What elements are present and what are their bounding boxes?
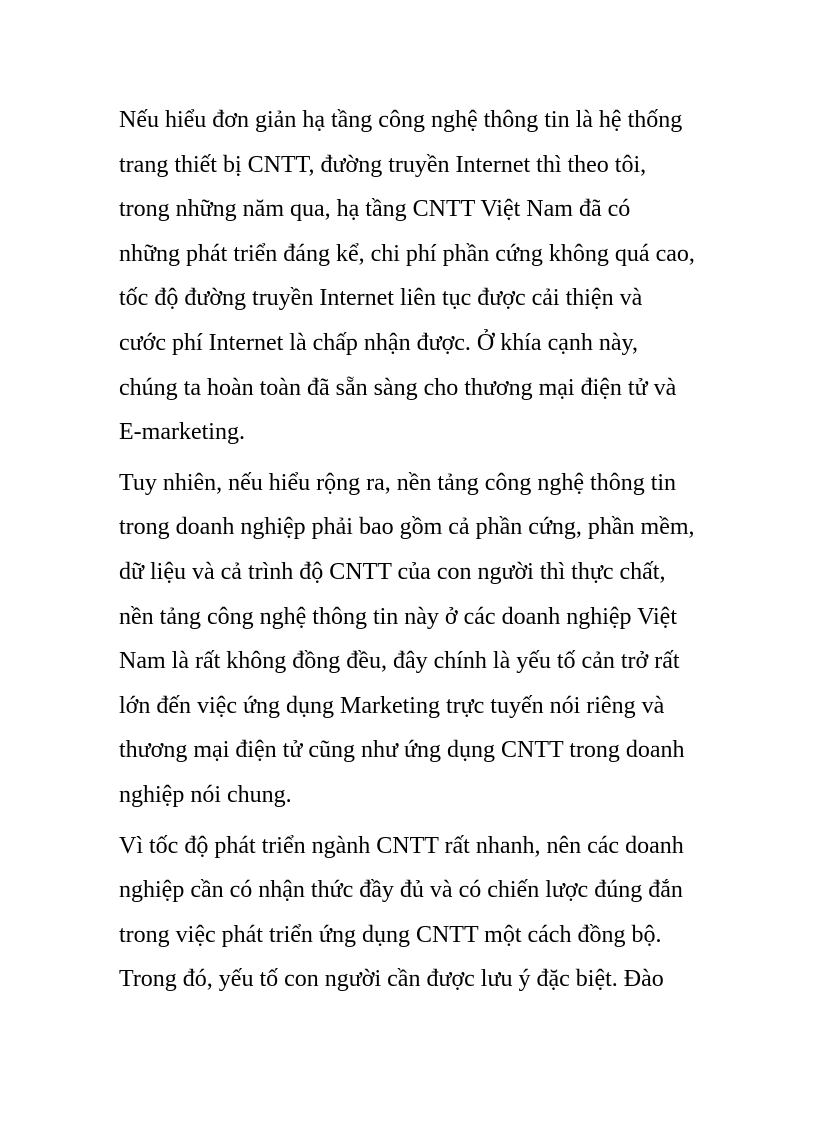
paragraph-2 [119,461,719,818]
text-line: chúng ta hoàn toàn đã sẵn sàng cho thương mại điện tử và [119,374,677,401]
text-line: những phát triển đáng kể, chi phí phần cứng không quá cao, [119,240,695,267]
text-line: trong việc phát triển ứng dụng CNTT một cách đồng bộ. [119,921,662,948]
text-line: nền tảng công nghệ thông tin này ở các doanh nghiệp Việt [119,603,677,630]
paragraph-3 [119,824,719,1002]
paragraph-1 [119,98,719,455]
document-body [119,98,719,1002]
text-line: thương mại điện tử cũng như ứng dụng CNTT trong doanh [119,737,685,764]
text-line: trong doanh nghiệp phải bao gồm cả phần cứng, phần mềm, [119,514,695,541]
text-line: trong những năm qua, hạ tầng CNTT Việt Nam đã có [119,196,631,223]
text-line: nghiệp nói chung. [119,781,292,808]
text-line: Vì tốc độ phát triển ngành CNTT rất nhanh, nên các doanh [119,832,684,859]
text-line: cước phí Internet là chấp nhận được. Ở khía cạnh này, [119,329,638,356]
text-line: dữ liệu và cả trình độ CNTT của con người thì thực chất, [119,558,666,585]
text-line: tốc độ đường truyền Internet liên tục được cải thiện và [119,285,643,312]
text-line: Trong đó, yếu tố con người cần được lưu ý đặc biệt. Đào [119,966,664,993]
text-line: lớn đến việc ứng dụng Marketing trực tuyến nói riêng và [119,692,665,719]
text-line: nghiệp cần có nhận thức đầy đủ và có chiến lược đúng đắn [119,877,683,904]
text-line: Tuy nhiên, nếu hiểu rộng ra, nền tảng công nghệ thông tin [119,469,677,496]
text-line: trang thiết bị CNTT, đường truyền Internet thì theo tôi, [119,151,647,178]
text-line: Nếu hiểu đơn giản hạ tầng công nghệ thông tin là hệ thống [119,107,683,133]
text-line: Nam là rất không đồng đều, đây chính là yếu tố cản trở rất [119,648,680,675]
text-line: E-marketing. [119,419,245,446]
